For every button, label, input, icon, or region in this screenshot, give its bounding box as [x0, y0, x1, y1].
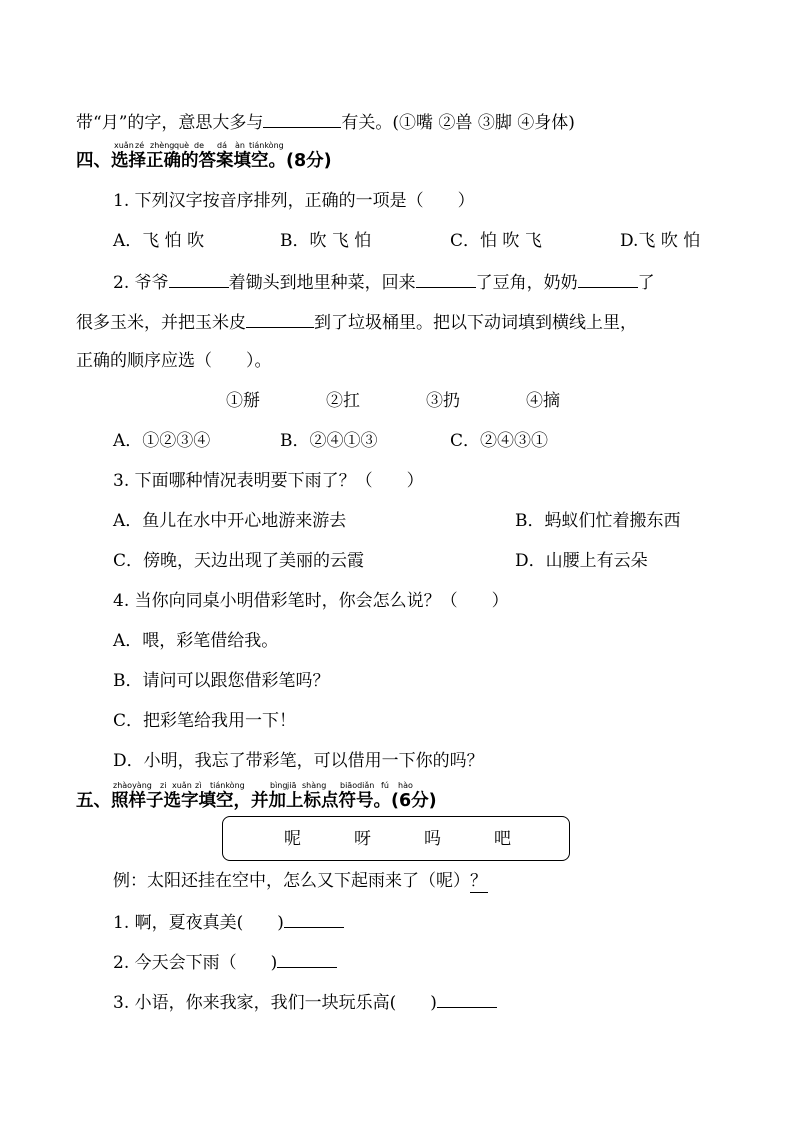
q3-option-a[interactable]: A．鱼儿在水中开心地游来游去: [113, 511, 347, 531]
answer-blank[interactable]: [246, 310, 314, 328]
pinyin: xuǎn: [114, 141, 134, 150]
pinyin: zé: [135, 141, 145, 150]
pinyin: zi: [160, 781, 167, 790]
verb-4: ④摘: [526, 391, 560, 411]
example-line: [113, 870, 488, 893]
q2-text: 了豆角，奶奶: [475, 273, 578, 293]
answer-blank[interactable]: [416, 270, 476, 288]
pinyin: tiánkòng: [210, 781, 245, 790]
pinyin: zhàoyàng: [113, 781, 152, 790]
answer-blank[interactable]: [277, 950, 337, 968]
q2-line3: 正确的顺序应选（ ）。: [76, 351, 272, 371]
intro-line: [76, 110, 575, 134]
word-ma: 吗: [424, 829, 441, 849]
item-text: 3. 小语，你来我家，我们一块玩乐高( ): [113, 993, 437, 1013]
word-ba: 吧: [494, 829, 511, 849]
example-text: 例：太阳还挂在空中，怎么又下起雨来了（呢）: [113, 871, 470, 891]
answer-blank[interactable]: [263, 110, 341, 128]
q3-option-b[interactable]: B．蚂蚁们忙着搬东西: [515, 511, 681, 531]
answer-blank[interactable]: [169, 270, 229, 288]
pinyin: jiā: [287, 781, 297, 790]
q2-text: 到了垃圾桶里。把以下动词填到横线上里，: [314, 313, 637, 333]
verb-2: ②扛: [326, 391, 360, 411]
q3-option-d[interactable]: D．山腰上有云朵: [515, 551, 648, 571]
section5-heading: 五、照样子选字填空，并加上标点符号。(6分): [76, 791, 437, 811]
pinyin: bìng: [270, 781, 288, 790]
word-box: [222, 816, 570, 861]
fill-item-1: [113, 910, 344, 934]
item-text: 1. 啊，夏夜真美( ): [113, 913, 284, 933]
q4-option-a[interactable]: A．喂，彩笔借给我。: [113, 631, 279, 651]
item-text: 2. 今天会下雨（ ): [113, 953, 278, 973]
word-ne: 呢: [284, 829, 301, 849]
q1-option-b[interactable]: B．吹 飞 怕: [280, 231, 372, 251]
q3-stem: 3. 下面哪种情况表明要下雨了？（ ）: [113, 471, 424, 491]
q2-option-c[interactable]: C．②④③①: [450, 431, 549, 451]
q2-text: 2. 爷爷: [113, 273, 169, 293]
pinyin: hào: [398, 781, 413, 790]
pinyin: dá: [217, 141, 227, 150]
intro-text-a: 带“月”的字，意思大多与: [76, 113, 264, 133]
pinyin: zhèng: [150, 141, 175, 150]
pinyin: què: [174, 141, 190, 150]
q1-option-d[interactable]: D.飞 吹 怕: [620, 231, 701, 251]
q1-option-a[interactable]: A．飞 怕 吹: [113, 231, 205, 251]
fill-item-2: [113, 950, 337, 974]
q2-option-a[interactable]: A．①②③④: [113, 431, 211, 451]
q1-option-c[interactable]: C．怕 吹 飞: [450, 231, 542, 251]
q1-stem: 1. 下列汉字按音序排列，正确的一项是（ ）: [113, 191, 475, 211]
word-ya: 呀: [354, 829, 371, 849]
pinyin: zì: [195, 781, 202, 790]
verb-3: ③扔: [426, 391, 460, 411]
q3-option-c[interactable]: C．傍晚，天边出现了美丽的云霞: [113, 551, 365, 571]
q4-option-d[interactable]: D．小明，我忘了带彩笔，可以借用一下你的吗？: [113, 751, 484, 771]
example-punctuation: ？: [470, 871, 487, 891]
section4-heading: 四、选择正确的答案填空。(8分): [76, 151, 332, 171]
q2-text: 了: [637, 273, 655, 293]
pinyin: biāodiǎn: [340, 781, 375, 790]
intro-text-b: 有关。(①嘴 ②兽 ③脚 ④身体): [341, 113, 575, 133]
fill-item-3: [113, 990, 497, 1014]
answer-blank[interactable]: [437, 990, 497, 1008]
pinyin: de: [194, 141, 204, 150]
q2-text: 着锄头到地里种菜，回来: [228, 273, 416, 293]
q4-stem: 4. 当你向同桌小明借彩笔时，你会怎么说？（ ）: [113, 591, 509, 611]
pinyin: àn: [235, 141, 245, 150]
q2-text: 很多玉米，并把玉米皮: [76, 313, 246, 333]
q2-option-b[interactable]: B．②④①③: [280, 431, 378, 451]
q4-option-c[interactable]: C．把彩笔给我用一下！: [113, 711, 297, 731]
q2-line1: [113, 270, 655, 294]
answer-blank[interactable]: [578, 270, 638, 288]
pinyin: fú: [381, 781, 389, 790]
pinyin: tiánkòng: [249, 141, 284, 150]
answer-blank[interactable]: [284, 910, 344, 928]
q2-line2: [76, 310, 637, 334]
q4-option-b[interactable]: B．请问可以跟您借彩笔吗？: [113, 671, 330, 691]
pinyin: xuǎn: [172, 781, 192, 790]
verb-1: ①掰: [226, 391, 260, 411]
pinyin: shàng: [302, 781, 327, 790]
